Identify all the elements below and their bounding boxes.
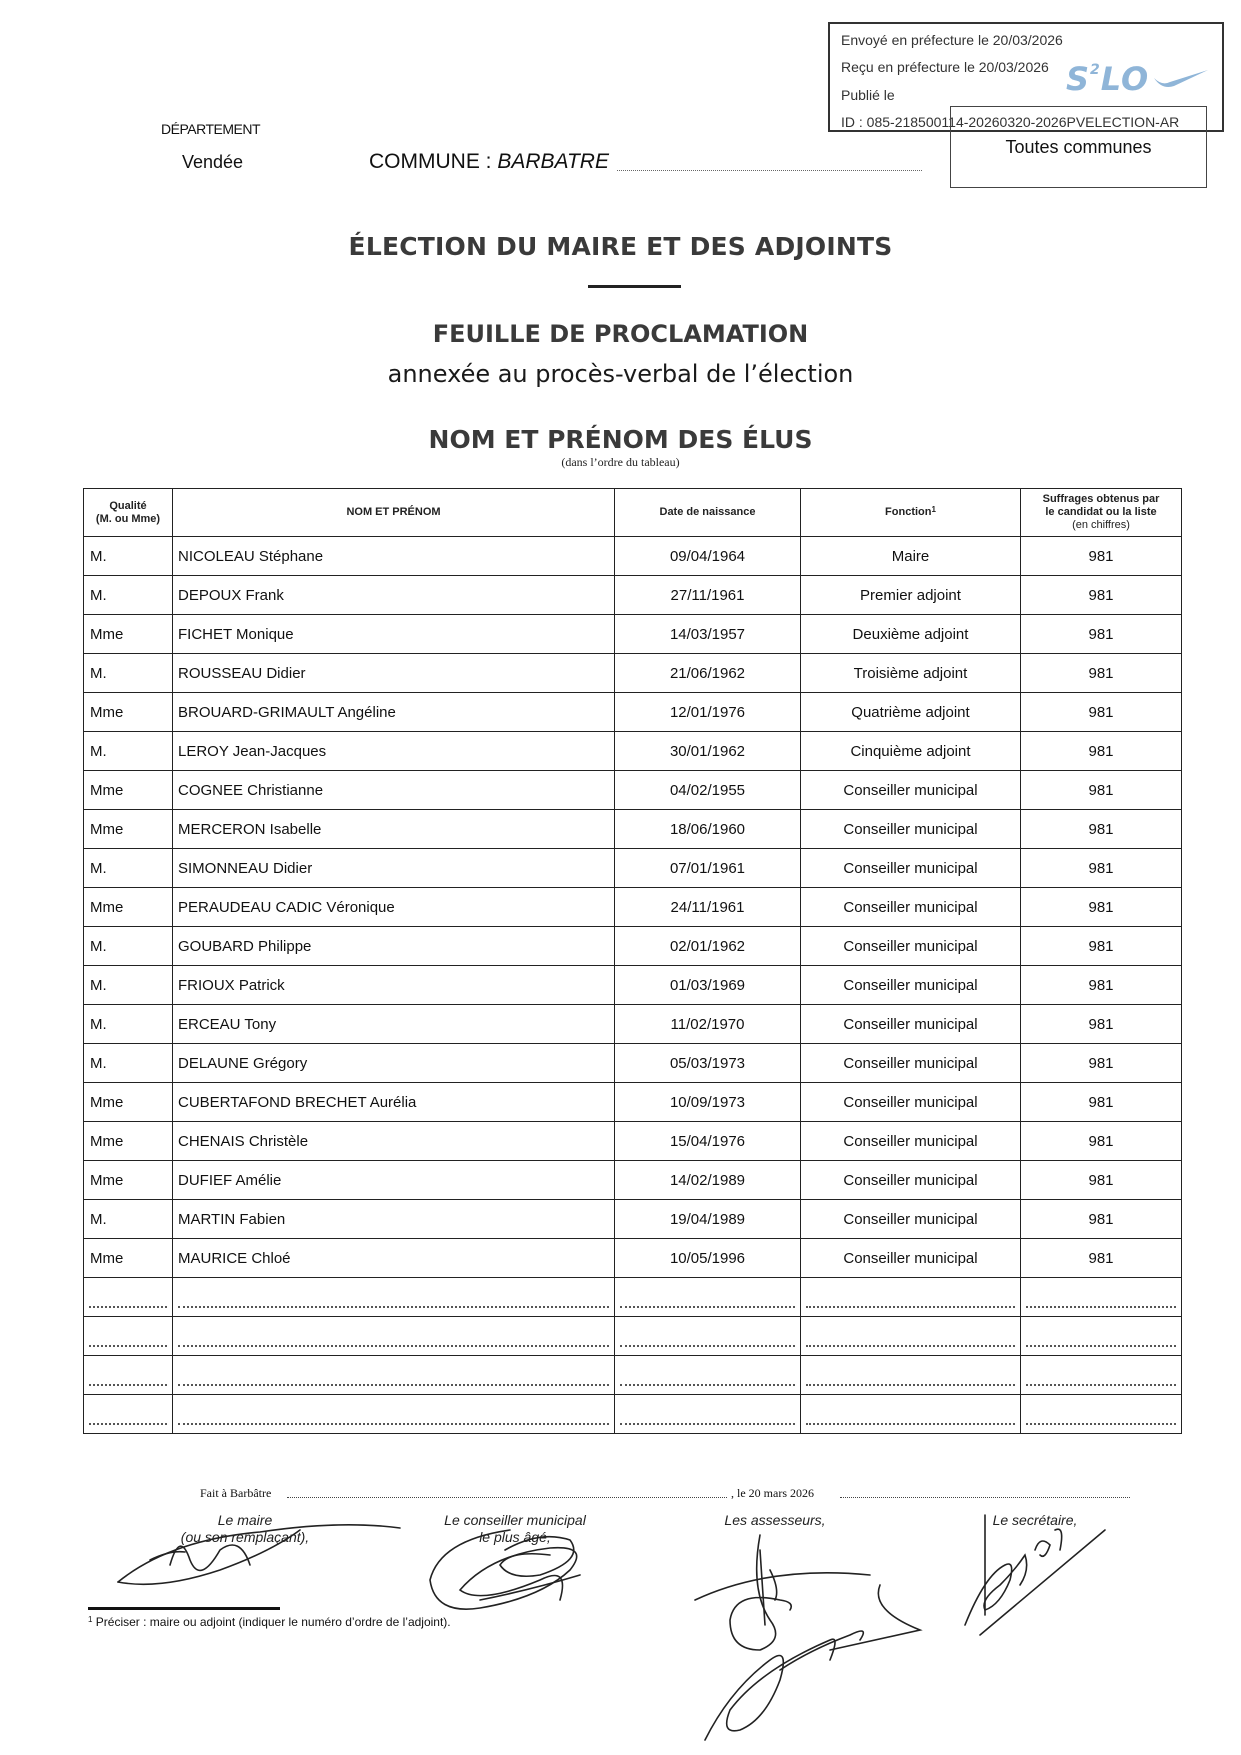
cell-fonction: Conseiller municipal bbox=[801, 1083, 1021, 1122]
cell-date: 12/01/1976 bbox=[615, 693, 801, 732]
dotted-placeholder bbox=[806, 1306, 1015, 1308]
cell-date-empty bbox=[615, 1278, 801, 1317]
signature-secretaire bbox=[955, 1515, 1125, 1645]
dotted-placeholder bbox=[806, 1384, 1015, 1386]
cell-fonction: Conseiller municipal bbox=[801, 1200, 1021, 1239]
empty-table-row bbox=[84, 1356, 1182, 1395]
cell-nom-empty bbox=[173, 1395, 615, 1434]
table-row bbox=[84, 888, 1182, 927]
table-row bbox=[84, 1044, 1182, 1083]
cell-date-empty bbox=[615, 1317, 801, 1356]
cell-suffrages: 981 bbox=[1021, 966, 1182, 1005]
signature-conseiller-label: Le conseiller municipal le plus âgé, bbox=[444, 1512, 586, 1545]
cell-suffrages: 981 bbox=[1021, 537, 1182, 576]
cell-nom: CHENAIS Christèle bbox=[173, 1122, 615, 1161]
cell-qualite: M. bbox=[84, 537, 173, 576]
cell-qualite: Mme bbox=[84, 1122, 173, 1161]
cell-nom: ROUSSEAU Didier bbox=[173, 654, 615, 693]
cell-nom: MAURICE Chloé bbox=[173, 1239, 615, 1278]
cell-nom: DEPOUX Frank bbox=[173, 576, 615, 615]
dotted-placeholder bbox=[620, 1384, 795, 1386]
cell-date: 15/04/1976 bbox=[615, 1122, 801, 1161]
dotted-placeholder bbox=[178, 1423, 609, 1425]
stamp-id: ID : 085-218500114-20260320-2026PVELECTION-AR bbox=[841, 114, 1180, 130]
cell-fonction: Conseiller municipal bbox=[801, 927, 1021, 966]
cell-fonction-empty bbox=[801, 1317, 1021, 1356]
cell-date: 21/06/1962 bbox=[615, 654, 801, 693]
cell-date: 14/02/1989 bbox=[615, 1161, 801, 1200]
cell-date: 04/02/1955 bbox=[615, 771, 801, 810]
cell-qualite: Mme bbox=[84, 888, 173, 927]
cell-qualite: Mme bbox=[84, 693, 173, 732]
cell-fonction: Deuxième adjoint bbox=[801, 615, 1021, 654]
cell-nom: BROUARD-GRIMAULT Angéline bbox=[173, 693, 615, 732]
cell-qualite: Mme bbox=[84, 810, 173, 849]
signature-maire bbox=[110, 1510, 410, 1600]
cell-nom: NICOLEAU Stéphane bbox=[173, 537, 615, 576]
cell-nom: SIMONNEAU Didier bbox=[173, 849, 615, 888]
footnote-rule bbox=[88, 1607, 280, 1610]
table-row bbox=[84, 1161, 1182, 1200]
cell-date: 18/06/1960 bbox=[615, 810, 801, 849]
sheet-subtitle: annexée au procès-verbal de l’élection bbox=[387, 360, 854, 388]
date-dotted-line bbox=[840, 1497, 1130, 1498]
cell-date: 11/02/1970 bbox=[615, 1005, 801, 1044]
cell-qualite: Mme bbox=[84, 1083, 173, 1122]
cell-qualite: M. bbox=[84, 1005, 173, 1044]
cell-date: 30/01/1962 bbox=[615, 732, 801, 771]
cell-suffrages: 981 bbox=[1021, 810, 1182, 849]
s2lo-logo: $S^2LO$ bbox=[1066, 60, 1150, 98]
empty-table-row bbox=[84, 1317, 1182, 1356]
cell-fonction: Troisième adjoint bbox=[801, 654, 1021, 693]
signature-date: , le 20 mars 2026 bbox=[731, 1486, 814, 1500]
table-row bbox=[84, 732, 1182, 771]
cell-nom: GOUBARD Philippe bbox=[173, 927, 615, 966]
cell-nom: MARTIN Fabien bbox=[173, 1200, 615, 1239]
fait-a: Fait à Barbâtre bbox=[200, 1486, 272, 1500]
table-row bbox=[84, 849, 1182, 888]
title-divider bbox=[588, 285, 681, 288]
fait-dotted-line bbox=[287, 1497, 727, 1498]
elected-table bbox=[83, 488, 1182, 1434]
signature-conseiller bbox=[420, 1520, 600, 1620]
cell-nom: ERCEAU Tony bbox=[173, 1005, 615, 1044]
cell-date: 27/11/1961 bbox=[615, 576, 801, 615]
cell-suffrages: 981 bbox=[1021, 888, 1182, 927]
table-row bbox=[84, 1005, 1182, 1044]
table-row bbox=[84, 1083, 1182, 1122]
table-row bbox=[84, 966, 1182, 1005]
dotted-placeholder bbox=[1026, 1306, 1176, 1308]
cell-nom: DUFIEF Amélie bbox=[173, 1161, 615, 1200]
cell-fonction: Conseiller municipal bbox=[801, 849, 1021, 888]
cell-suffrages: 981 bbox=[1021, 927, 1182, 966]
signature-assesseurs-label: Les assesseurs, bbox=[724, 1512, 826, 1528]
cell-suffrages: 981 bbox=[1021, 1122, 1182, 1161]
table-row bbox=[84, 654, 1182, 693]
table-row bbox=[84, 615, 1182, 654]
cell-fonction: Conseiller municipal bbox=[801, 888, 1021, 927]
cell-fonction: Conseiller municipal bbox=[801, 1161, 1021, 1200]
dotted-placeholder bbox=[178, 1345, 609, 1347]
cell-qualite: M. bbox=[84, 966, 173, 1005]
cell-date: 14/03/1957 bbox=[615, 615, 801, 654]
cell-qualite: M. bbox=[84, 732, 173, 771]
dotted-placeholder bbox=[89, 1384, 167, 1386]
cell-fonction: Maire bbox=[801, 537, 1021, 576]
department-value: Vendée bbox=[182, 152, 244, 172]
commune-label: COMMUNE : bbox=[369, 150, 498, 173]
cell-nom: FICHET Monique bbox=[173, 615, 615, 654]
cell-fonction: Cinquième adjoint bbox=[801, 732, 1021, 771]
cell-nom: FRIOUX Patrick bbox=[173, 966, 615, 1005]
table-row bbox=[84, 1239, 1182, 1278]
table-row bbox=[84, 576, 1182, 615]
cell-fonction-empty bbox=[801, 1278, 1021, 1317]
cell-suffrages: 981 bbox=[1021, 1005, 1182, 1044]
cell-suffrages: 981 bbox=[1021, 1083, 1182, 1122]
cell-nom: LEROY Jean-Jacques bbox=[173, 732, 615, 771]
cell-fonction: Quatrième adjoint bbox=[801, 693, 1021, 732]
stamp-published: Publié le bbox=[841, 87, 895, 103]
cell-qualite: Mme bbox=[84, 771, 173, 810]
header-nom: NOM ET PRÉNOM bbox=[173, 489, 615, 537]
header-suffrages: Suffrages obtenus par le candidat ou la liste (en chiffres) bbox=[1021, 489, 1182, 537]
order-note: (dans l’ordre du tableau) bbox=[561, 455, 680, 469]
table-row bbox=[84, 1122, 1182, 1161]
cell-suffrages-empty bbox=[1021, 1356, 1182, 1395]
empty-table-row bbox=[84, 1395, 1182, 1434]
sheet-title: FEUILLE DE PROCLAMATION bbox=[432, 320, 809, 348]
dotted-placeholder bbox=[178, 1306, 609, 1308]
dotted-placeholder bbox=[178, 1384, 609, 1386]
cell-qualite: M. bbox=[84, 849, 173, 888]
empty-table-row bbox=[84, 1278, 1182, 1317]
cell-fonction-empty bbox=[801, 1356, 1021, 1395]
cell-nom: PERAUDEAU CADIC Véronique bbox=[173, 888, 615, 927]
cell-suffrages: 981 bbox=[1021, 1200, 1182, 1239]
dotted-placeholder bbox=[1026, 1345, 1176, 1347]
cell-qualite: M. bbox=[84, 927, 173, 966]
cell-nom-empty bbox=[173, 1317, 615, 1356]
cell-fonction: Conseiller municipal bbox=[801, 1044, 1021, 1083]
cell-suffrages: 981 bbox=[1021, 849, 1182, 888]
cell-fonction: Conseiller municipal bbox=[801, 966, 1021, 1005]
cell-suffrages-empty bbox=[1021, 1395, 1182, 1434]
cell-fonction: Premier adjoint bbox=[801, 576, 1021, 615]
cell-nom: COGNEE Christianne bbox=[173, 771, 615, 810]
table-row bbox=[84, 927, 1182, 966]
dotted-placeholder bbox=[1026, 1384, 1176, 1386]
cell-qualite-empty bbox=[84, 1317, 173, 1356]
cell-date-empty bbox=[615, 1356, 801, 1395]
commune-dotted-line bbox=[617, 170, 922, 171]
cell-qualite: Mme bbox=[84, 1239, 173, 1278]
cell-date: 09/04/1964 bbox=[615, 537, 801, 576]
cell-suffrages: 981 bbox=[1021, 1044, 1182, 1083]
cell-date: 10/05/1996 bbox=[615, 1239, 801, 1278]
table-row bbox=[84, 771, 1182, 810]
dotted-placeholder bbox=[806, 1423, 1015, 1425]
cell-suffrages: 981 bbox=[1021, 1239, 1182, 1278]
cell-fonction: Conseiller municipal bbox=[801, 1122, 1021, 1161]
cell-qualite: M. bbox=[84, 654, 173, 693]
cell-suffrages: 981 bbox=[1021, 1161, 1182, 1200]
cell-nom: MERCERON Isabelle bbox=[173, 810, 615, 849]
cell-fonction: Conseiller municipal bbox=[801, 1005, 1021, 1044]
cell-suffrages: 981 bbox=[1021, 654, 1182, 693]
cell-suffrages: 981 bbox=[1021, 615, 1182, 654]
signature-maire-label: Le maire (ou son remplaçant), bbox=[180, 1512, 310, 1545]
cell-nom-empty bbox=[173, 1356, 615, 1395]
stamp-sent: Envoyé en préfecture le 20/03/2026 bbox=[841, 32, 1063, 48]
cell-date: 07/01/1961 bbox=[615, 849, 801, 888]
cell-suffrages: 981 bbox=[1021, 576, 1182, 615]
dotted-placeholder bbox=[620, 1306, 795, 1308]
commune bbox=[369, 150, 609, 174]
cell-fonction-empty bbox=[801, 1395, 1021, 1434]
header-date: Date de naissance bbox=[615, 489, 801, 537]
table-row bbox=[84, 1200, 1182, 1239]
dotted-placeholder bbox=[89, 1306, 167, 1308]
dotted-placeholder bbox=[620, 1345, 795, 1347]
header-fonction: Fonction$^1$ bbox=[801, 489, 1021, 537]
cell-qualite: M. bbox=[84, 1044, 173, 1083]
cell-nom: CUBERTAFOND BRECHET Aurélia bbox=[173, 1083, 615, 1122]
cell-suffrages-empty bbox=[1021, 1278, 1182, 1317]
dotted-placeholder bbox=[89, 1345, 167, 1347]
cell-suffrages: 981 bbox=[1021, 771, 1182, 810]
cell-suffrages: 981 bbox=[1021, 693, 1182, 732]
cell-nom-empty bbox=[173, 1278, 615, 1317]
cell-date: 01/03/1969 bbox=[615, 966, 801, 1005]
cell-qualite-empty bbox=[84, 1356, 173, 1395]
cell-date: 24/11/1961 bbox=[615, 888, 801, 927]
cell-qualite-empty bbox=[84, 1395, 173, 1434]
cell-date-empty bbox=[615, 1395, 801, 1434]
cell-fonction: Conseiller municipal bbox=[801, 771, 1021, 810]
dotted-placeholder bbox=[89, 1423, 167, 1425]
department-label: DÉPARTEMENT bbox=[161, 121, 260, 137]
s2lo-check-icon bbox=[1152, 68, 1212, 90]
main-title: ÉLECTION DU MAIRE ET DES ADJOINTS bbox=[348, 232, 893, 261]
cell-qualite: Mme bbox=[84, 615, 173, 654]
cell-qualite: Mme bbox=[84, 1161, 173, 1200]
commune-value: BARBATRE bbox=[497, 150, 609, 173]
table-header-row bbox=[84, 489, 1182, 537]
cell-date: 02/01/1962 bbox=[615, 927, 801, 966]
cell-suffrages: 981 bbox=[1021, 732, 1182, 771]
cell-qualite: M. bbox=[84, 1200, 173, 1239]
signature-secretaire-label: Le secrétaire, bbox=[992, 1512, 1078, 1528]
cell-fonction: Conseiller municipal bbox=[801, 1239, 1021, 1278]
dotted-placeholder bbox=[620, 1423, 795, 1425]
footnote: $^1$ Préciser : maire ou adjoint (indiquer le numéro d’ordre de l’adjoint). bbox=[88, 1615, 451, 1629]
cell-date: 05/03/1973 bbox=[615, 1044, 801, 1083]
cell-fonction: Conseiller municipal bbox=[801, 810, 1021, 849]
cell-suffrages-empty bbox=[1021, 1317, 1182, 1356]
stamp-received: Reçu en préfecture le 20/03/2026 bbox=[841, 59, 1049, 75]
header-qualite: Qualité (M. ou Mme) bbox=[84, 489, 173, 537]
communes-box bbox=[950, 106, 1207, 188]
cell-qualite: M. bbox=[84, 576, 173, 615]
dotted-placeholder bbox=[1026, 1423, 1176, 1425]
table-row bbox=[84, 810, 1182, 849]
table-row bbox=[84, 693, 1182, 732]
table-row bbox=[84, 537, 1182, 576]
cell-date: 10/09/1973 bbox=[615, 1083, 801, 1122]
cell-qualite-empty bbox=[84, 1278, 173, 1317]
dotted-placeholder bbox=[806, 1345, 1015, 1347]
signature-assesseurs bbox=[690, 1530, 950, 1750]
cell-date: 19/04/1989 bbox=[615, 1200, 801, 1239]
communes-label: Toutes communes bbox=[1005, 137, 1152, 157]
cell-nom: DELAUNE Grégory bbox=[173, 1044, 615, 1083]
section-title: NOM ET PRÉNOM DES ÉLUS bbox=[428, 425, 813, 454]
